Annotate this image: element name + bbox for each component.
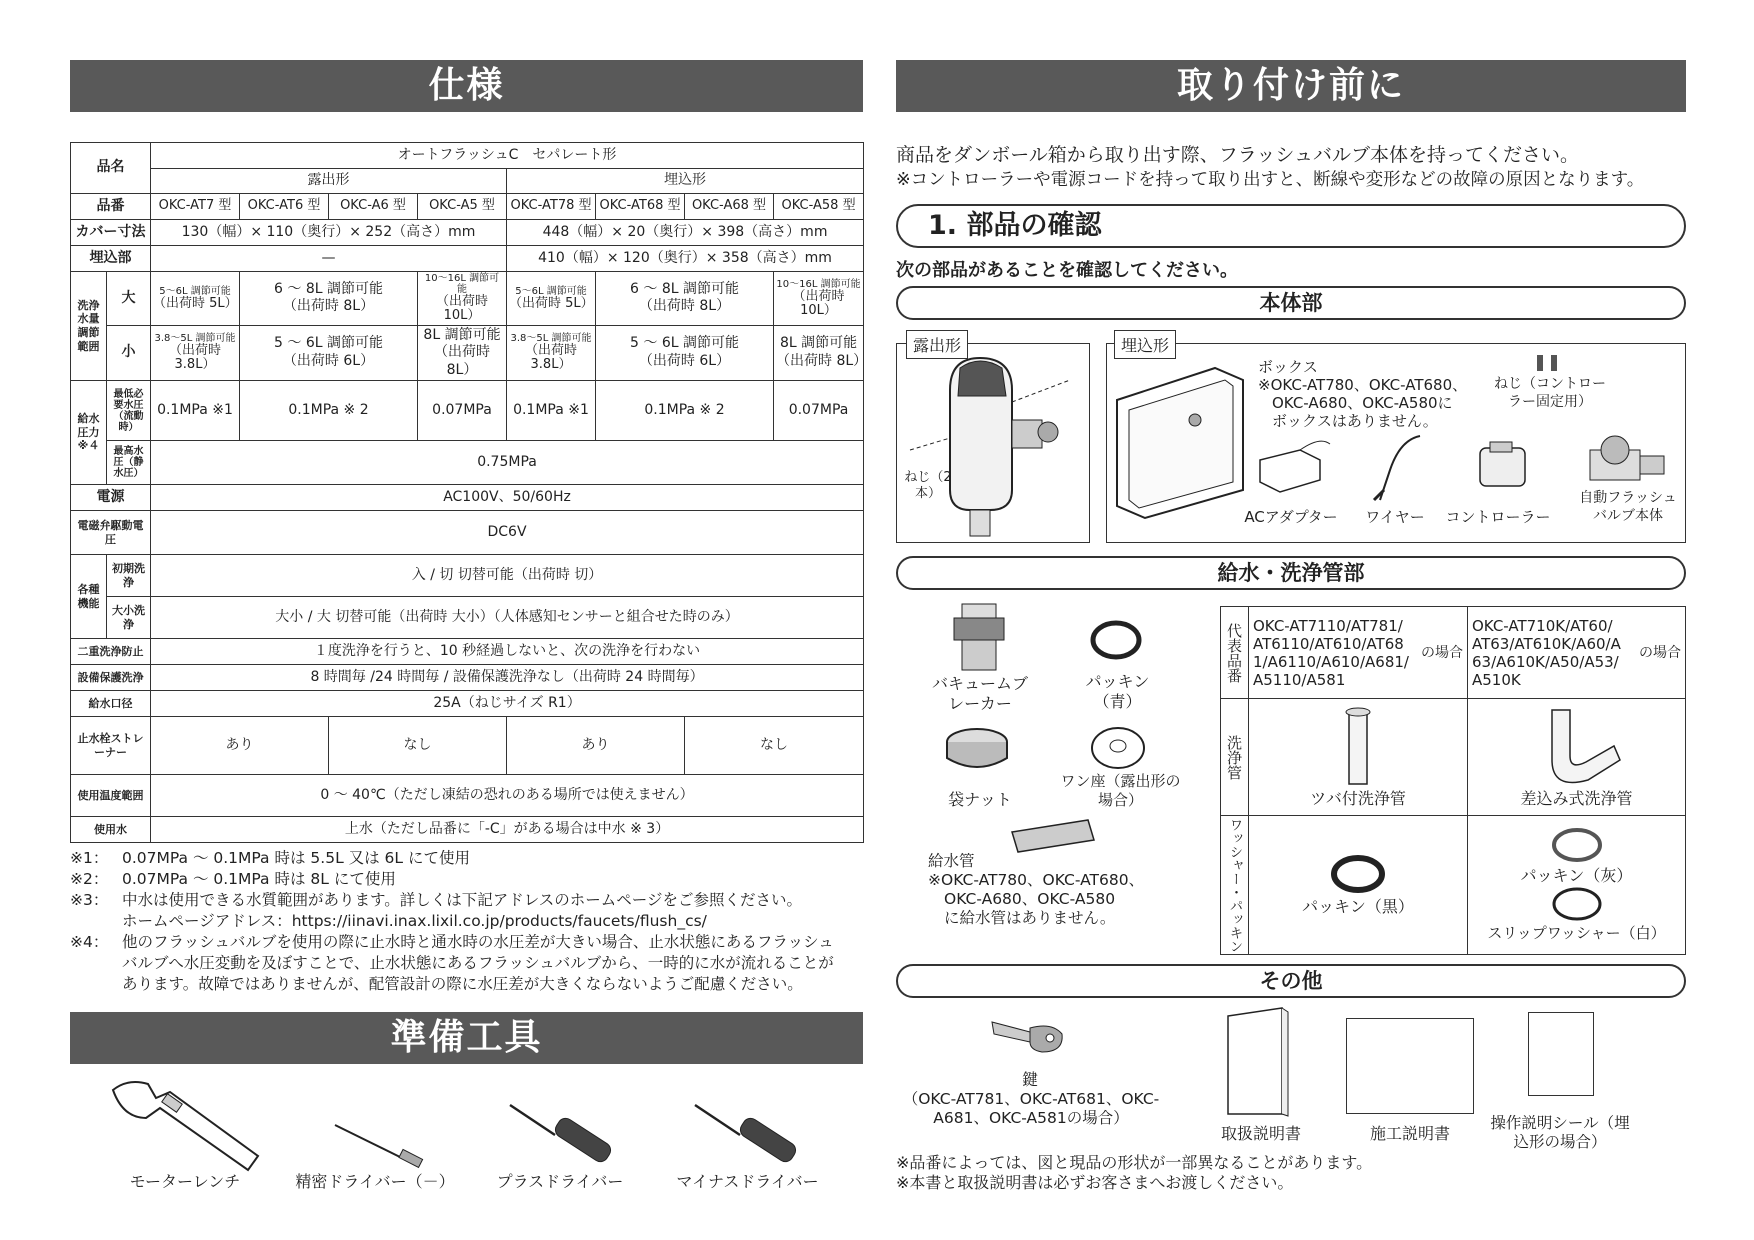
- inlet-label: 給水口径: [71, 691, 151, 717]
- inlet-cell: 25A（ねじサイズ R1）: [151, 691, 864, 717]
- auto-flush-valve-icon: [1580, 420, 1670, 500]
- key-label: 鍵: [1021, 1070, 1038, 1089]
- model-cell: OKC-AT78 型: [507, 194, 596, 220]
- small-b-line1: 5 ～ 6L 調節可能: [274, 335, 383, 352]
- washer-label-cell: [1221, 816, 1249, 955]
- large-c-line1: 10～16L 調節可能: [424, 273, 500, 295]
- section-supply: 給水・洗浄管部: [896, 556, 1686, 590]
- rep-b-cell: [1468, 607, 1686, 699]
- large-c-line1: 10～16L 調節可能: [776, 278, 861, 290]
- rep-a-cell: [1249, 607, 1468, 699]
- ac-adapter-label: ACアダプター: [1244, 508, 1338, 526]
- note-key: [70, 953, 122, 974]
- valve-label: 電磁弁駆動電圧: [71, 511, 151, 555]
- note-text: あります。故障ではありませんが、配管設計の際に水圧差が大きくならないようご配慮ください。: [122, 975, 803, 993]
- slip-washer-icon: [1551, 886, 1603, 922]
- sticker-icon: [1528, 1012, 1594, 1096]
- note-row: [70, 911, 865, 932]
- double-cell: １度洗浄を行うと、10 秒経過しないと、次の洗浄を行わない: [151, 639, 864, 665]
- pressure-label: 給水圧力※４: [71, 381, 107, 485]
- strainer-cell: あり: [507, 717, 685, 775]
- dual-cell: 大小 / 大 切替可能（出荷時 大小）（人体感知センサーと組合せた時のみ）: [151, 597, 864, 639]
- key-note: （OKC-AT781、OKC-AT681、OKC-A681、OKC-A581の場合）: [902, 1090, 1160, 1127]
- p1-cell: 0.1MPa ※1: [507, 381, 596, 441]
- small-a-line2: （出荷時 3.8L）: [168, 343, 221, 373]
- check-instruction: 次の部品があることを確認してください。: [896, 260, 1238, 281]
- wash-label: 洗浄水量調節範囲: [71, 272, 107, 381]
- large-b-line1: 6 ～ 8L 調節可能: [274, 280, 383, 297]
- small-b-line2: （出荷時 6L）: [638, 352, 731, 369]
- large-b-cell: [240, 272, 418, 326]
- footnote: ※品番によっては、図と現品の形状が一部異なることがあります。: [896, 1153, 1373, 1172]
- bag-nut-label: 袋ナット: [948, 790, 1012, 809]
- note-text: 中水は使用できる水質範囲があります。詳しくは下記アドレスのホームページをご参照ください。: [122, 891, 802, 909]
- large-a-line1: 5～6L 調節可能: [159, 285, 231, 297]
- slip-washer-label: スリップワッシャー（白）: [1487, 924, 1666, 942]
- func-label: 各種機能: [71, 555, 107, 639]
- large-a-line1: 5～6L 調節可能: [515, 285, 587, 297]
- p1-cell: 0.1MPa ※1: [151, 381, 240, 441]
- flush-b-label: 差込み式洗浄管: [1520, 788, 1633, 808]
- small-c-line1: 8L 調節可能: [423, 326, 501, 343]
- water-cell: 上水（ただし品番に「-C」がある場合は中水 ※ 3）: [151, 817, 864, 843]
- note-row: [70, 932, 865, 953]
- key-icon: [990, 1012, 1070, 1062]
- pipe-note: ※OKC-AT780、OKC-AT680、: [928, 871, 1145, 889]
- footnote: ※本書と取扱説明書は必ずお客さまへお渡しください。: [896, 1173, 1294, 1192]
- power-cell: AC100V、50/60Hz: [151, 485, 864, 511]
- cover-label: カバー寸法: [71, 220, 151, 246]
- wanza-icon: [1090, 726, 1146, 772]
- embedded-header: 埋込形: [507, 169, 864, 194]
- protect-cell: 8 時間毎 /24 時間毎 / 設備保護洗浄なし（出荷時 24 時間毎）: [151, 665, 864, 691]
- flathead-screwdriver-icon: [690, 1100, 810, 1180]
- embed-label: 埋込部: [71, 246, 151, 272]
- small-a-line1: 3.8～5L 調節可能: [154, 333, 236, 345]
- rep-a-case: の場合: [1421, 644, 1463, 661]
- model-cell: OKC-A5 型: [418, 194, 507, 220]
- spec-title: 仕様: [70, 60, 863, 112]
- rep-label-cell: [1221, 607, 1249, 699]
- install-label: 施工説明書: [1369, 1124, 1450, 1143]
- pmax-cell: 0.75MPa: [151, 441, 864, 485]
- note-row: [70, 890, 865, 911]
- small-a-line1: 3.8～5L 調節可能: [510, 333, 592, 345]
- small-b-line2: （出荷時 6L）: [282, 352, 375, 369]
- section-body: 本体部: [896, 286, 1686, 320]
- tool-label: モーターレンチ: [129, 1172, 241, 1191]
- note-text: 0.07MPa ～ 0.1MPa 時は 5.5L 又は 6L にて使用: [122, 849, 470, 867]
- spec-notes: [70, 848, 865, 995]
- product-name: オートフラッシュC セパレート形: [151, 143, 864, 169]
- protect-label: 設備保護洗浄: [71, 665, 151, 691]
- model-cell: OKC-A68 型: [685, 194, 774, 220]
- washer-b-cell: [1468, 816, 1686, 955]
- controller-screw-label: ねじ（コントローラー固定用）: [1494, 376, 1606, 410]
- packing-gray-label: パッキン（灰）: [1520, 866, 1633, 885]
- embedded-tag: 埋込形: [1114, 330, 1176, 359]
- embed-exposed: —: [151, 246, 507, 272]
- model-cell: OKC-AT68 型: [596, 194, 685, 220]
- pipe-note: に給水管はありません。: [944, 909, 1116, 927]
- model-cell: OKC-AT7 型: [151, 194, 240, 220]
- large-a-cell: [151, 272, 240, 326]
- screw-label: ねじ（2本）: [904, 470, 952, 502]
- washer-label: ワッシャー・パッキン: [1226, 817, 1243, 953]
- p2-cell: 0.1MPa ※ 2: [240, 381, 418, 441]
- supply-pipe-block: [928, 852, 1144, 928]
- before-install-title: 取り付け前に: [896, 60, 1686, 112]
- packing-black-icon: [1330, 854, 1386, 894]
- tool-label: マイナスドライバー: [676, 1172, 819, 1191]
- vacuum-label: バキュームブレーカー: [931, 674, 1028, 713]
- vacuum-breaker-icon: [950, 604, 1010, 674]
- large-b-line1: 6 ～ 8L 調節可能: [630, 280, 739, 297]
- large-c-line2: （出荷時 10L）: [792, 288, 845, 318]
- note-key: ※3：: [70, 891, 109, 909]
- box-icon: [1115, 360, 1245, 520]
- valve-cell: DC6V: [151, 511, 864, 555]
- rep-b-models: OKC-AT710K/AT60/AT63/AT610K/A60/A63/A610K/A50/A53/A510K: [1472, 616, 1621, 689]
- exposed-tag: 露出形: [906, 330, 968, 359]
- flush-b-cell: [1468, 699, 1686, 816]
- note-text: バルブへ水圧変動を及ぼすことで、止水状態にあるフラッシュバルブから、一時的に水が流れることが: [122, 954, 834, 972]
- insert-pipe-icon: [1532, 706, 1622, 786]
- p3-cell: 0.07MPa: [418, 381, 507, 441]
- intro-text: 商品をダンボール箱から取り出す際、フラッシュバルブ本体を持ってください。: [896, 144, 1580, 166]
- large-label: 大: [107, 272, 151, 326]
- rep-b-case: の場合: [1639, 644, 1681, 661]
- note-row: [70, 869, 865, 890]
- large-a-line2: （出荷時 5L）: [509, 295, 594, 311]
- embed-embedded: 410（幅）× 120（奥行）× 358（高さ）mm: [507, 246, 864, 272]
- note-row: [70, 848, 865, 869]
- dual-label: 大小洗浄: [107, 597, 151, 639]
- model-cell: OKC-A58 型: [774, 194, 864, 220]
- box-note: OKC-A680、OKC-A580に: [1272, 394, 1453, 412]
- section-parts-check: 1. 部品の確認: [896, 204, 1686, 248]
- large-b-line2: （出荷時 8L）: [638, 298, 731, 315]
- min-pressure-label: 最低必要水圧（流動時）: [107, 381, 151, 441]
- small-c-cell: [774, 325, 868, 381]
- rep-label: 代表品番: [1225, 622, 1243, 683]
- small-c-line1: 8L 調節可能: [779, 335, 858, 352]
- note-key: [70, 974, 122, 995]
- bag-nut-icon: [944, 726, 1010, 776]
- max-pressure-label: 最高水圧（静水圧）: [107, 441, 151, 485]
- large-c-cell: [774, 272, 864, 326]
- pipe-note: OKC-A680、OKC-A580: [944, 890, 1116, 908]
- packing-gray-icon: [1551, 827, 1603, 863]
- box-label-block: [1258, 358, 1467, 430]
- monkey-wrench-icon: [108, 1078, 268, 1178]
- strainer-cell: あり: [151, 717, 329, 775]
- large-b-cell: [596, 272, 774, 326]
- double-label: 二重洗浄防止: [71, 639, 151, 665]
- valve-body-label: 自動フラッシュバルブ本体: [1579, 490, 1677, 524]
- temp-cell: 0 ～ 40℃（ただし凍結の恐れのある場所では使えません）: [151, 775, 864, 817]
- small-a-cell: [151, 325, 240, 381]
- note-key: [70, 911, 122, 932]
- large-a-cell: [507, 272, 596, 326]
- initial-cell: 入 / 切 切替可能（出荷時 切）: [151, 555, 864, 597]
- screw-pair-icon: [1533, 355, 1563, 375]
- manual-label: 取扱説明書: [1220, 1124, 1301, 1143]
- power-label: 電源: [71, 485, 151, 511]
- packing-blue-label: パッキン（青）: [1085, 672, 1150, 711]
- tool-label: プラスドライバー: [496, 1172, 624, 1191]
- precision-screwdriver-icon: [330, 1120, 430, 1170]
- large-c-line2: （出荷時 10L）: [435, 294, 488, 324]
- note-text: ホームページアドレス：https://iinavi.inax.lixil.co.jp/products/faucets/flush_cs/: [122, 912, 707, 930]
- strainer-label: 止水栓ストレーナー: [71, 717, 151, 775]
- pipes-table: [1220, 606, 1686, 955]
- hinmei-label: 品名: [71, 143, 151, 194]
- tool-label: 精密ドライバー（－）: [295, 1172, 455, 1191]
- small-label: 小: [107, 325, 151, 381]
- small-b-cell: [596, 325, 774, 381]
- install-manual-icon: [1346, 1018, 1474, 1114]
- exposed-header: 露出形: [151, 169, 507, 194]
- note-key: ※1：: [70, 849, 109, 867]
- initial-label: 初期洗浄: [107, 555, 151, 597]
- supply-pipe-label: 給水管: [928, 852, 975, 870]
- wire-label: ワイヤー: [1365, 508, 1425, 526]
- note-key: ※4：: [70, 933, 109, 951]
- phillips-screwdriver-icon: [505, 1100, 625, 1180]
- ac-adapter-icon: [1250, 440, 1330, 500]
- note-text: 0.07MPa ～ 0.1MPa 時は 8L にて使用: [122, 870, 396, 888]
- note-row: [70, 953, 865, 974]
- temp-label: 使用温度範囲: [71, 775, 151, 817]
- wanza-label: ワン座（露出形の場合）: [1060, 772, 1181, 809]
- hinban-label: 品番: [71, 194, 151, 220]
- box-note: ※OKC-AT780、OKC-AT680、: [1258, 376, 1468, 394]
- flanged-pipe-icon: [1343, 706, 1373, 786]
- flush-valve-exposed-icon: [940, 350, 1080, 540]
- sticker-label: 操作説明シール（埋込形の場合）: [1490, 1114, 1630, 1152]
- small-a-line2: （出荷時 3.8L）: [524, 343, 577, 373]
- flush-a-label: ツバ付洗浄管: [1310, 788, 1406, 808]
- small-b-line1: 5 ～ 6L 調節可能: [630, 335, 739, 352]
- flush-label: 洗浄管: [1225, 734, 1243, 780]
- large-b-line2: （出荷時 8L）: [282, 298, 375, 315]
- water-label: 使用水: [71, 817, 151, 843]
- box-note: ボックスはありません。: [1272, 412, 1438, 430]
- p3-cell: 0.07MPa: [774, 381, 864, 441]
- cover-exposed: 130（幅）× 110（奥行）× 252（高さ）mm: [151, 220, 507, 246]
- small-c-line2: （出荷時 8L）: [434, 344, 490, 378]
- flush-a-cell: [1249, 699, 1468, 816]
- small-c-line2: （出荷時 8L）: [776, 352, 868, 369]
- note-row: [70, 974, 865, 995]
- box-label: ボックス: [1258, 358, 1318, 376]
- strainer-cell: なし: [685, 717, 864, 775]
- wire-icon: [1370, 430, 1430, 505]
- packing-blue-icon: [1090, 620, 1142, 660]
- flush-label-cell: [1221, 699, 1249, 816]
- small-a-cell: [507, 325, 596, 381]
- section-other: その他: [896, 964, 1686, 998]
- p2-cell: 0.1MPa ※ 2: [596, 381, 774, 441]
- large-c-cell: [418, 272, 507, 326]
- model-cell: OKC-AT6 型: [240, 194, 329, 220]
- manual-icon: [1226, 1006, 1292, 1118]
- strainer-cell: なし: [329, 717, 507, 775]
- large-a-line2: （出荷時 5L）: [153, 295, 238, 311]
- small-c-cell: [418, 325, 507, 381]
- controller-icon: [1475, 440, 1535, 490]
- intro-warning: ※コントローラーや電源コードを持って取り出すと、断線や変形などの故障の原因となります。: [896, 170, 1645, 190]
- model-cell: OKC-A6 型: [329, 194, 418, 220]
- spec-table: [70, 142, 868, 843]
- rep-a-models: OKC-AT7110/AT781/AT6110/AT610/AT681/A6110/A610/A681/A5110/A581: [1253, 616, 1409, 689]
- small-b-cell: [240, 325, 418, 381]
- note-key: ※2：: [70, 870, 109, 888]
- tools-title: 準備工具: [70, 1012, 863, 1064]
- cover-embedded: 448（幅）× 20（奥行）× 398（高さ）mm: [507, 220, 864, 246]
- controller-label: コントローラー: [1445, 508, 1551, 526]
- washer-a-cell: [1249, 816, 1468, 955]
- note-text: 他のフラッシュバルブを使用の際に止水時と通水時の水圧差が大きい場合、止水状態にあるフラッシュ: [122, 933, 834, 951]
- packing-black-label: パッキン（黒）: [1302, 896, 1414, 916]
